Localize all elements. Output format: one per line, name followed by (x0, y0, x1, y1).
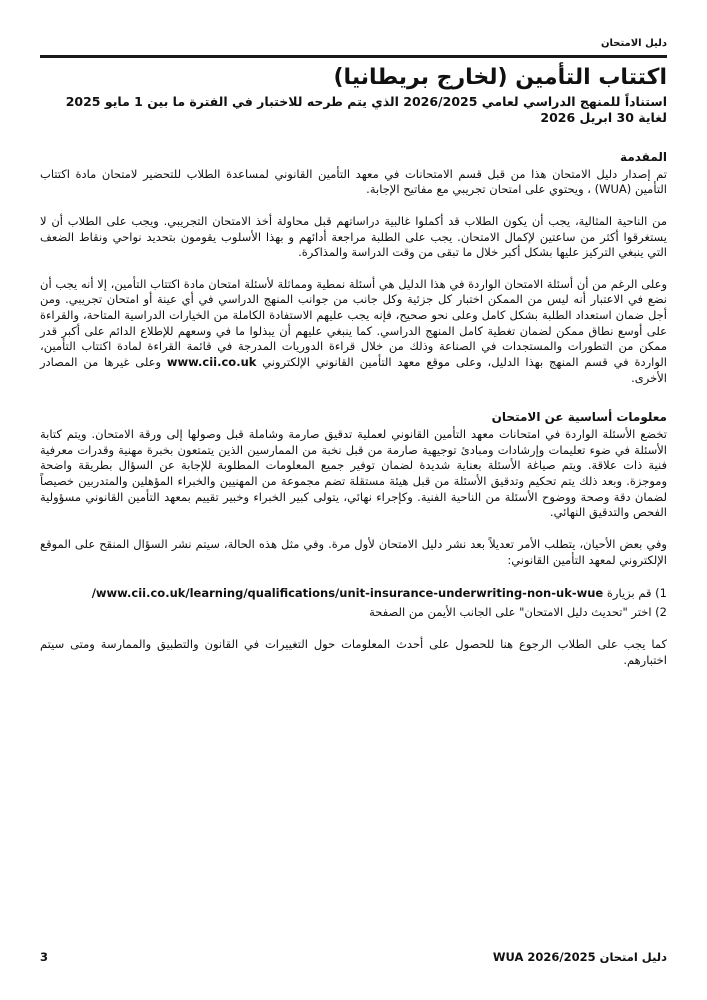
step-select-exam-guide-update: 2) اختر "تحديث دليل الامتحان" على الجانب الأيمن من الصفحة (369, 604, 667, 619)
section-heading-exam-info: معلومات أساسية عن الامتحان (491, 410, 667, 425)
running-header: دليل الامتحان (600, 38, 667, 49)
exam-info-paragraph-3: كما يجب على الطلاب الرجوع هنا للحصول على أحدث المعلومات حول التغييرات في القانون والتطبيق والممارسة ومتى سيتم اختبارهم. (40, 636, 667, 667)
header-rule (40, 55, 667, 58)
page-footer (40, 950, 667, 964)
footer-document-label: دليل امتحان WUA 2026/2025 (492, 950, 667, 964)
exam-info-paragraph-2: وفي بعض الأحيان، يتطلب الأمر تعديلاً بعد نشر دليل الامتحان لأول مرة. وفي مثل هذه الحالة، سيتم نشر السؤال المنقح على الموقع الإلكتروني لمعهد التأمين القانوني: (40, 536, 667, 567)
page-subtitle: استناداً للمنهج الدراسي لعامي 2026/2025 الذي يتم طرحه للاختبار في الفترة ما بين 1 مايو 2025 لغاية 30 ابريل 2026 (65, 94, 667, 126)
section-heading-introduction: المقدمة (620, 149, 667, 164)
step-visit-url: 1) قم بزيارة www.cii.co.uk/learning/qualifications/unit-insurance-underwriting-non-uk-wue/ (91, 586, 667, 601)
update-steps-list (40, 584, 667, 621)
page-title: اكتتاب التأمين (لخارج بريطانيا) (333, 65, 667, 90)
footer-page-number: 3 (40, 950, 49, 964)
intro-paragraph-1: تم إصدار دليل الامتحان هذا من قبل قسم الامتحانات في معهد التأمين القانوني لمساعدة الطلاب للتحضير لامتحان مادة اكتتاب التأمين (WUA) ، ويحتوي على امتحان تجريبي مع مفاتيح الإجابة. (40, 166, 667, 197)
intro-paragraph-2: من الناحية المثالية، يجب أن يكون الطلاب قد أكملوا غالبية دراساتهم قبل محاولة أخذ الامتحان التجريبي. ويجب على الطلاب أن لا يستغرقوا أكثر من ساعتين لإكمال الامتحان. يجب على الطلبة مراجعة أدائهم و بهذا الأسلوب يقومون بتحديد نواحي ونقاط الضعف التي ينبغي التركيز عليها بشكل أكبر خلال ما تبقى من وقت الدراسة والمذاكرة. (40, 213, 667, 260)
intro-paragraph-3: وعلى الرغم من أن أسئلة الامتحان الواردة في هذا الدليل هي أسئلة نمطية ومماثلة لأسئلة امتحان مادة اكتتاب التأمين، إلا أنه يجب أن نضع في الاعتبار أنه ليس من الممكن اختبار كل جزئية وكل جانب من جوانب المنهج الدراسي في أي عينة أو امتحان تجريبي. ومن أجل ضمان استعداد الطلبة بشكل كامل وعلى نحو صحيح، فإنه يجب عليهم الاستفادة الكاملة من الخيارات الدراسية المتاحة، والقراءة على أوسع نطاق ممكن لضمان تغطية كامل المنهج الدراسي. كما ينبغي عليهم أن يبذلوا ما في وسعهم للإطلاع الدائم على أكبر قدر ممكن من التطورات والمستجدات في الصناعة وذلك من خلال قراءة الدوريات المدرجة في قائمة القراءة لمادة اكتتاب التأمين، الواردة في قسم المنهج بهذا الدليل، وعلى موقع معهد التأمين القانوني الإلكتروني www.cii.co.uk وعلى غيرها من المصادر الأخرى. (40, 276, 668, 385)
exam-info-paragraph-1: تخضع الأسئلة الواردة في امتحانات معهد التأمين القانوني لعملية تدقيق صارمة وشاملة قبل وصولها إلى ورقة الامتحان. ويتم كتابة الأسئلة في ضوء تعليمات وإرشادات ومبادئ توجيهية صارمة من قبل نخبة من الممارسين الذين يتمتعون بخبرة مهنية وقدرات معرفية فنية ذات علاقة. ويتم صياغة الأسئلة بعناية شديدة لضمان توفير جميع المعلومات المطلوبة للإجابة عن السؤال بطريقة واضحة وموجزة. وبعد ذلك يتم تحكيم وتدقيق الأسئلة من قبل هيئة مستقلة تضم مجموعة من المهنيين والخبراء المؤهلين والمتدربين خصيصاً لضمان دقة وصحة ووضوح الأسئلة من الناحية الفنية. وكإجراء نهائي، يتولى كبير الخبراء وخبير تقييم بمعهد التأمين القانوني مسؤولية الفحص والتدقيق النهائي. (40, 427, 667, 520)
